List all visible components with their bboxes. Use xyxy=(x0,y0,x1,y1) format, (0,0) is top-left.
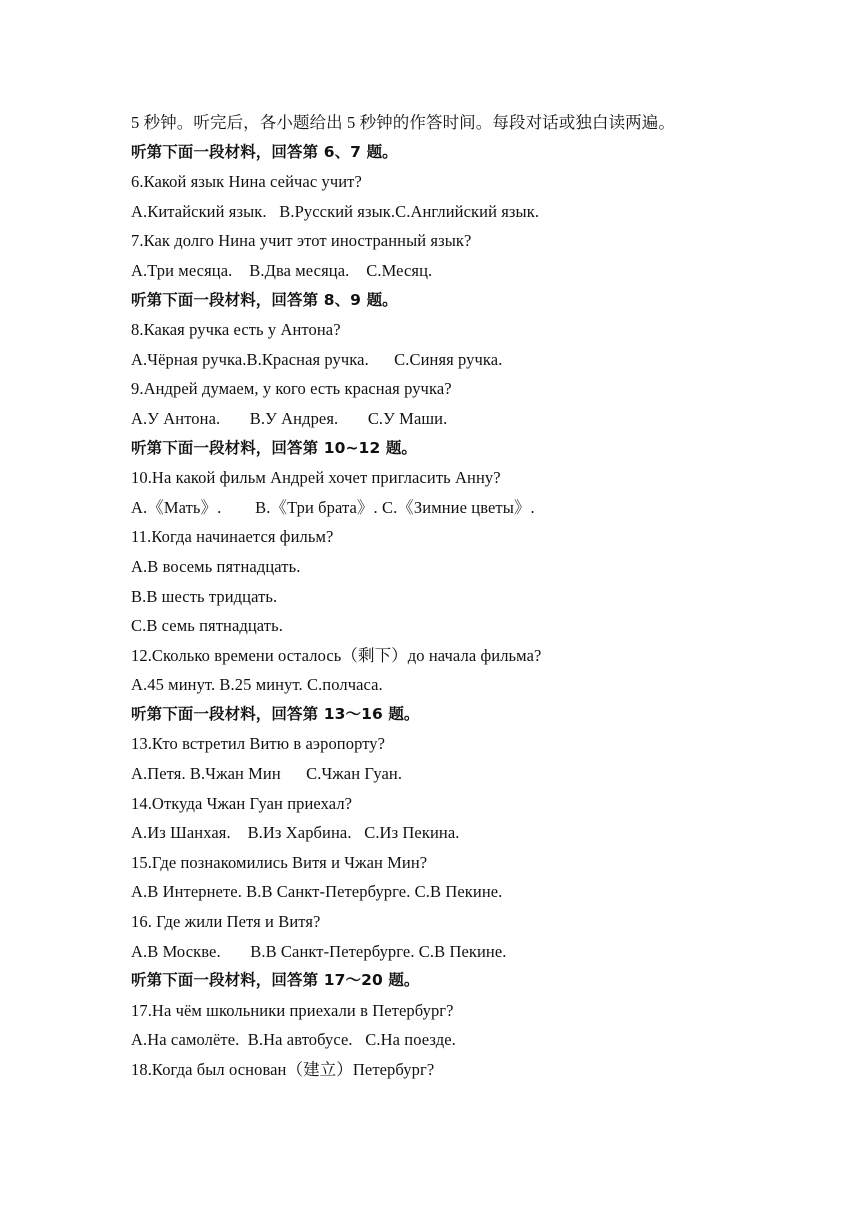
section-heading: 听第下面一段材料，回答第 8、9 题。 xyxy=(131,290,398,309)
answer-options: A.Из Шанхая. B.Из Харбина. C.Из Пекина. xyxy=(131,823,460,843)
section-heading: 听第下面一段材料，回答第 17～20 题。 xyxy=(131,971,420,990)
question-text: 11.Когда начинается фильм? xyxy=(131,527,334,547)
answer-options: A.Три месяца. B.Два месяца. C.Месяц. xyxy=(131,260,433,280)
section-heading: 听第下面一段材料，回答第 10~12 题。 xyxy=(131,438,418,457)
section-heading: 听第下面一段材料，回答第 13～16 题。 xyxy=(131,704,420,723)
question-text: 17.На чём школьники приехали в Петербург? xyxy=(131,1000,454,1020)
answer-options: A.В Москве. B.В Санкт-Петербурге. C.В Пекине. xyxy=(131,941,507,961)
answer-options: A.В Интернете. B.В Санкт-Петербурге. C.В Пекине. xyxy=(131,882,503,902)
question-text: 15.Где познакомились Витя и Чжан Мин? xyxy=(131,852,428,872)
answer-options: A.Петя. B.Чжан Мин C.Чжан Гуан. xyxy=(131,764,403,784)
question-text: 9.Андрей думаем, у кого есть красная ручка? xyxy=(131,379,452,399)
answer-options: A.Китайский язык. B.Русский язык.C.Английский язык. xyxy=(131,201,540,221)
answer-option: B.В шесть тридцать. xyxy=(131,586,278,606)
question-text: 6.Какой язык Нина сейчас учит? xyxy=(131,172,362,192)
question-text: 14.Откуда Чжан Гуан приехал? xyxy=(131,793,353,813)
question-text: 18.Когда был основан（建立）Петербург? xyxy=(131,1060,435,1079)
answer-option: A.В восемь пятнадцать. xyxy=(131,556,301,576)
question-text: 7.Как долго Нина учит этот иностранный язык? xyxy=(131,231,472,251)
question-text: 12.Сколько времени осталось（剩下）до начала фильма? xyxy=(131,645,542,665)
question-text: 10.На какой фильм Андрей хочет пригласить Анну? xyxy=(131,468,501,488)
answer-options: A.45 минут. B.25 минут. C.полчаса. xyxy=(131,675,383,695)
question-text: 13.Кто встретил Витю в аэропорту? xyxy=(131,734,386,754)
section-heading: 听第下面一段材料，回答第 6、7 题。 xyxy=(131,142,398,161)
answer-options: A.У Антона. B.У Андрея. C.У Маши. xyxy=(131,408,448,428)
answer-option: C.В семь пятнадцать. xyxy=(131,616,283,636)
answer-options: A.Чёрная ручка.B.Красная ручка. C.Синяя ручка. xyxy=(131,349,503,369)
document-page xyxy=(131,108,831,1085)
instruction-text: 5 秒钟。听完后，各小题给出 5 秒钟的作答时间。每段对话或独白读两遍。 xyxy=(131,113,675,132)
answer-options: A.《Мать》. B.《Три брата》. C.《Зимние цветы》. xyxy=(131,497,535,517)
question-text: 16. Где жили Петя и Витя? xyxy=(131,912,321,932)
question-text: 8.Какая ручка есть у Антона? xyxy=(131,320,341,340)
answer-options: A.На самолёте. B.На автобусе. C.На поезде. xyxy=(131,1030,456,1050)
